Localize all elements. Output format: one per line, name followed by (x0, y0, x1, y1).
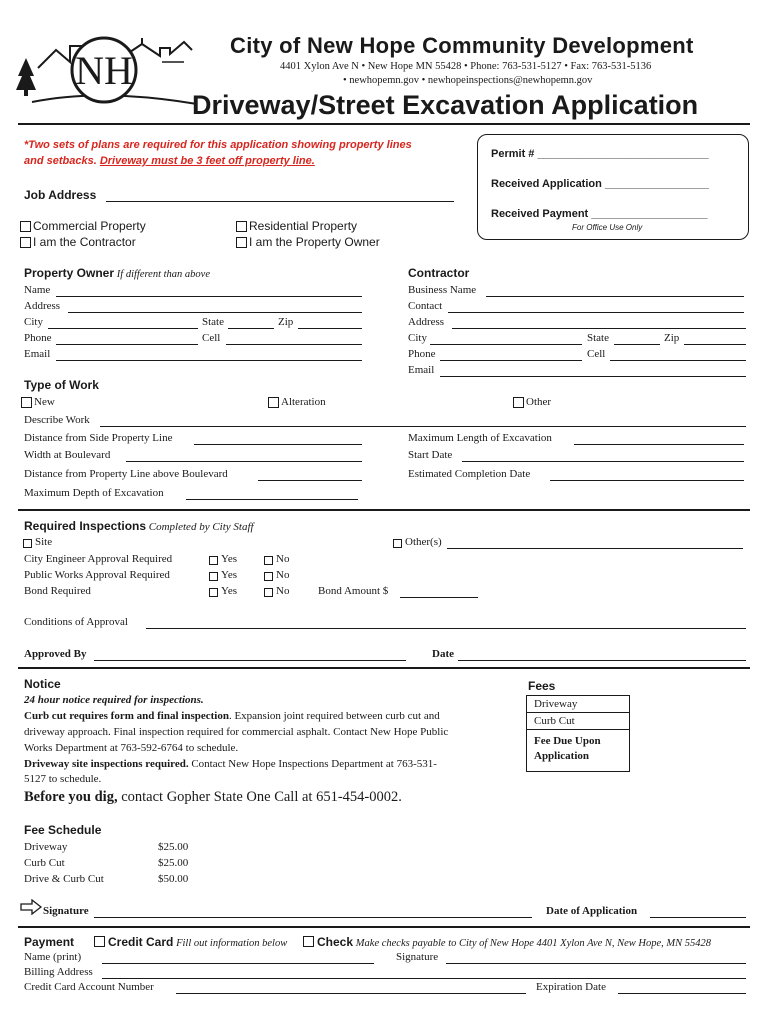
fees-due: Fee Due Upon Application (534, 735, 601, 762)
signature-input[interactable] (94, 917, 532, 918)
owner-state-label: State (202, 316, 224, 328)
completion-date-input[interactable] (550, 480, 744, 481)
alteration-label: Alteration (281, 396, 326, 408)
office-use-note: For Office Use Only (572, 223, 643, 232)
expiration-date-input[interactable] (618, 993, 746, 994)
notice-site-line2: 5127 to schedule. (24, 773, 102, 785)
name-print-label: Name (print) (24, 951, 82, 963)
check-option: Check Make checks payable to City of New Hope 4401 Xylon Ave N, New Hope, MN 55428 (317, 935, 712, 949)
billing-address-label: Billing Address (24, 966, 93, 978)
notice-line1: 24 hour notice required for inspections. (24, 694, 204, 706)
other-label: Other (526, 396, 552, 408)
public-works-yes-label: Yes (221, 569, 238, 581)
account-number-input[interactable] (176, 993, 526, 994)
fee-row-label: Driveway (24, 841, 68, 853)
arrow-right-icon (20, 899, 42, 918)
contractor-heading: Contractor (408, 266, 470, 280)
bond-yes-checkbox[interactable] (209, 588, 218, 597)
start-date-input[interactable] (462, 461, 744, 462)
contractor-label: I am the Contractor (33, 235, 136, 249)
conditions-label: Conditions of Approval (24, 616, 128, 628)
residential-checkbox[interactable] (236, 221, 247, 232)
contractor-address-label: Address (408, 316, 445, 328)
owner-label: I am the Property Owner (249, 235, 380, 249)
svg-text:NH: NH (75, 48, 133, 93)
engineer-no-checkbox[interactable] (264, 556, 273, 565)
contact-input[interactable] (448, 312, 744, 313)
fees-driveway: Driveway (527, 696, 629, 713)
owner-email-input[interactable] (56, 360, 362, 361)
public-works-label: Public Works Approval Required (24, 569, 170, 581)
bond-no-checkbox[interactable] (264, 588, 273, 597)
notice-curb-line2: driveway approach. Final inspection required for commercial asphalt. Contact New Hope Public (24, 726, 449, 738)
max-depth-label: Maximum Depth of Excavation (24, 487, 164, 499)
owner-zip-input[interactable] (298, 328, 362, 329)
contractor-city-input[interactable] (430, 344, 582, 345)
fee-schedule-heading: Fee Schedule (24, 823, 102, 837)
name-print-input[interactable] (102, 963, 374, 964)
others-label: Other(s) (405, 536, 442, 548)
commercial-checkbox[interactable] (20, 221, 31, 232)
payment-section-rule (18, 926, 750, 928)
owner-zip-label: Zip (278, 316, 294, 328)
notice-curb-line3: Works Department at 763-592-6764 to schedule. (24, 742, 239, 754)
distance-side-label: Distance from Side Property Line (24, 432, 173, 444)
contractor-cell-label: Cell (587, 348, 606, 360)
notice-site-line1: Driveway site inspections required. Contact New Hope Inspections Department at 763-531- (24, 758, 437, 770)
fee-row-amount: $25.00 (158, 841, 189, 853)
approved-by-input[interactable] (94, 660, 406, 661)
owner-phone-label: Phone (24, 332, 52, 344)
approved-date-input[interactable] (458, 660, 746, 661)
contractor-state-label: State (587, 332, 609, 344)
contractor-zip-input[interactable] (684, 344, 746, 345)
payment-heading: Payment (24, 935, 75, 949)
public-works-no-label: No (276, 569, 290, 581)
notice-section-rule (18, 667, 750, 669)
expiration-date-label: Expiration Date (536, 981, 606, 993)
engineer-approval-label: City Engineer Approval Required (24, 553, 173, 565)
contractor-zip-label: Zip (664, 332, 680, 344)
owner-phone-input[interactable] (56, 344, 198, 345)
job-address-label: Job Address (24, 188, 97, 202)
owner-cell-input[interactable] (226, 344, 362, 345)
plans-notice-line1: *Two sets of plans are required for this application showing property lines (24, 139, 412, 151)
type-of-work-heading: Type of Work (24, 378, 99, 392)
engineer-no-label: No (276, 553, 290, 565)
payment-signature-label: Signature (396, 951, 439, 963)
notice-curb-line1: Curb cut requires form and final inspection. Expansion joint required between curb cut and (24, 710, 440, 722)
width-boulevard-input[interactable] (126, 461, 362, 462)
credit-card-option: Credit Card Fill out information below (108, 935, 288, 949)
inspections-heading: Required Inspections Completed by City Staff (24, 519, 254, 533)
business-name-label: Business Name (408, 284, 477, 296)
received-application-field[interactable]: Received Application _________________ (491, 178, 709, 190)
max-length-input[interactable] (574, 444, 744, 445)
fees-curb-cut: Curb Cut (527, 713, 629, 730)
web-line: • newhopemn.gov • newhopeinspections@newhopemn.gov (343, 75, 593, 86)
owner-email-label: Email (24, 348, 51, 360)
conditions-input[interactable] (146, 628, 746, 629)
alteration-checkbox[interactable] (268, 397, 279, 408)
owner-checkbox[interactable] (236, 237, 247, 248)
owner-city-input[interactable] (48, 328, 198, 329)
public-works-yes-checkbox[interactable] (209, 572, 218, 581)
others-input[interactable] (447, 548, 743, 549)
owner-address-label: Address (24, 300, 61, 312)
address-line: 4401 Xylon Ave N • New Hope MN 55428 • Phone: 763-531-5127 • Fax: 763-531-5136 (280, 61, 652, 72)
check-checkbox[interactable] (303, 936, 314, 947)
plans-notice-line2: and setbacks. Driveway must be 3 feet off property line. (24, 155, 315, 167)
permit-number-field[interactable]: Permit # ____________________________ (491, 148, 709, 160)
bond-yes-label: Yes (221, 585, 238, 597)
notice-heading: Notice (24, 677, 61, 691)
city-logo (12, 28, 197, 108)
job-address-input[interactable] (106, 201, 454, 202)
owner-heading: Property Owner If different than above (24, 266, 210, 280)
fees-box (526, 695, 630, 772)
contractor-phone-input[interactable] (440, 360, 582, 361)
owner-name-label: Name (24, 284, 51, 296)
describe-work-input[interactable] (100, 426, 746, 427)
contractor-address-input[interactable] (452, 328, 746, 329)
new-checkbox[interactable] (21, 397, 32, 408)
payment-signature-input[interactable] (446, 963, 746, 964)
owner-cell-label: Cell (202, 332, 221, 344)
signature-label: Signature (43, 905, 89, 917)
engineer-yes-label: Yes (221, 553, 238, 565)
business-name-input[interactable] (486, 296, 744, 297)
logo-graphic (12, 28, 197, 108)
date-of-application-input[interactable] (650, 917, 746, 918)
distance-side-input[interactable] (194, 444, 362, 445)
others-checkbox[interactable] (393, 539, 402, 548)
describe-work-label: Describe Work (24, 414, 90, 426)
bond-amount-label: Bond Amount $ (318, 585, 389, 597)
bond-no-label: No (276, 585, 290, 597)
owner-address-input[interactable] (68, 312, 362, 313)
fee-row-label: Curb Cut (24, 857, 65, 869)
max-length-label: Maximum Length of Excavation (408, 432, 552, 444)
fee-row-amount: $25.00 (158, 857, 189, 869)
received-payment-field[interactable]: Received Payment ___________________ (491, 208, 708, 220)
approved-by-label: Approved By (24, 648, 87, 660)
contractor-cell-input[interactable] (610, 360, 746, 361)
new-label: New (34, 396, 55, 408)
other-checkbox[interactable] (513, 397, 524, 408)
max-depth-input[interactable] (186, 499, 358, 500)
fee-row-amount: $50.00 (158, 873, 189, 885)
owner-name-input[interactable] (56, 296, 362, 297)
owner-state-input[interactable] (228, 328, 274, 329)
contact-label: Contact (408, 300, 443, 312)
date-of-application-label: Date of Application (546, 905, 638, 917)
distance-line-input[interactable] (258, 480, 362, 481)
width-boulevard-label: Width at Boulevard (24, 449, 111, 461)
bond-required-label: Bond Required (24, 585, 91, 597)
owner-city-label: City (24, 316, 43, 328)
form-title: Driveway/Street Excavation Application (192, 90, 699, 120)
site-label: Site (35, 536, 53, 548)
contractor-city-label: City (408, 332, 427, 344)
billing-address-input[interactable] (102, 978, 746, 979)
distance-line-label: Distance from Property Line above Boulevard (24, 468, 228, 480)
contractor-email-label: Email (408, 364, 435, 376)
fees-heading: Fees (528, 679, 556, 693)
credit-card-checkbox[interactable] (94, 936, 105, 947)
bond-amount-input[interactable] (400, 597, 478, 598)
start-date-label: Start Date (408, 449, 453, 461)
staff-section-rule (18, 509, 750, 511)
account-number-label: Credit Card Account Number (24, 981, 154, 993)
contractor-email-input[interactable] (440, 376, 746, 377)
approved-date-label: Date (432, 648, 454, 660)
contractor-phone-label: Phone (408, 348, 436, 360)
contractor-state-input[interactable] (614, 344, 660, 345)
engineer-yes-checkbox[interactable] (209, 556, 218, 565)
public-works-no-checkbox[interactable] (264, 572, 273, 581)
site-checkbox[interactable] (23, 539, 32, 548)
fee-row-label: Drive & Curb Cut (24, 873, 104, 885)
completion-date-label: Estimated Completion Date (408, 468, 531, 480)
header-rule (18, 123, 750, 125)
residential-label: Residential Property (249, 219, 358, 233)
commercial-label: Commercial Property (33, 219, 146, 233)
org-title: City of New Hope Community Development (230, 33, 694, 58)
dig-notice: Before you dig, contact Gopher State One Call at 651-454-0002. (24, 789, 402, 805)
contractor-checkbox[interactable] (20, 237, 31, 248)
